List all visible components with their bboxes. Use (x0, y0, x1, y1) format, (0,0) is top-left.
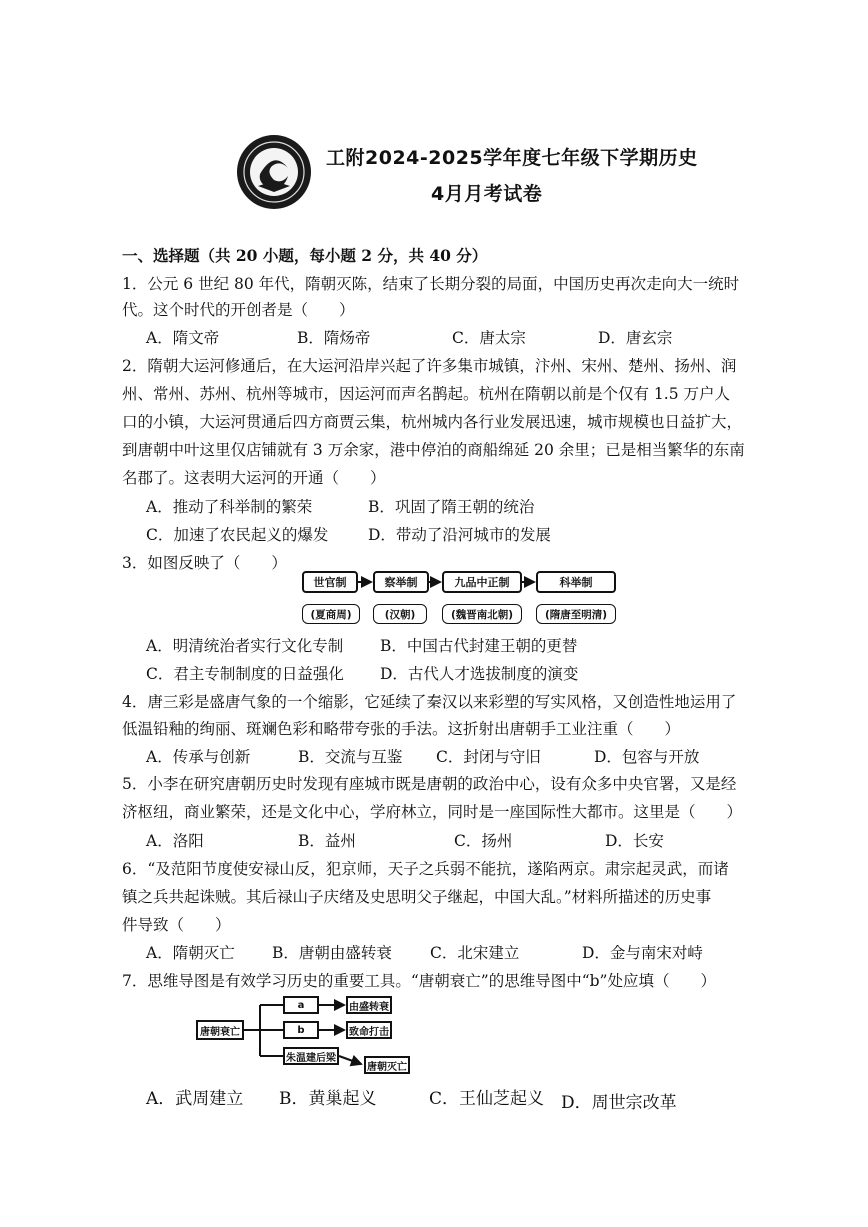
flow-period: (隋唐至明清) (536, 604, 616, 624)
q1-option-a[interactable]: A．隋文帝 (146, 329, 220, 347)
flow-step: 察举制 (373, 571, 429, 593)
mindmap-branch-a: a (283, 996, 319, 1014)
q1-line: 1．公元 6 世纪 80 年代，隋朝灭陈，结束了长期分裂的局面，中国历史再次走向大一统时 (122, 275, 740, 293)
flow-step: 九品中正制 (442, 571, 522, 593)
q6-option-d[interactable]: D．金与南宋对峙 (582, 944, 703, 962)
mindmap-branch-c: 朱温建后梁 (283, 1047, 339, 1065)
q2-line: 2．隋朝大运河修通后，在大运河沿岸兴起了许多集市城镇，汴州、宋州、楚州、扬州、润 (122, 357, 737, 375)
q7-option-b[interactable]: B．黄巢起义 (279, 1089, 377, 1109)
q3-option-c[interactable]: C．君主专制制度的日益强化 (146, 665, 344, 683)
q4-option-a[interactable]: A．传承与创新 (146, 748, 251, 766)
section-heading: 一、选择题（共 20 小题，每小题 2 分，共 40 分） (122, 246, 488, 265)
q7-line: 7．思维导图是有效学习历史的重要工具。“唐朝衰亡”的思维导图中“b”处应填（ ） (122, 972, 716, 990)
q6-option-b[interactable]: B．唐朝由盛转衰 (272, 944, 392, 962)
flow-period: (魏晋南北朝) (442, 604, 522, 624)
q2-line: 口的小镇，大运河贯通后四方商贾云集，杭州城内各行业发展迅速，城市规模也日益扩大， (122, 413, 743, 431)
q6-line: 镇之兵共起诛贼。其后禄山子庆绪及史思明父子继起，中国大乱。”材料所描述的历史事 (122, 888, 712, 906)
q6-line: 件导致（ ） (122, 916, 231, 934)
q1-line: 代。这个时代的开创者是（ ） (122, 301, 355, 319)
q7-option-a[interactable]: A．武周建立 (146, 1089, 244, 1109)
q4-option-c[interactable]: C．封闭与守旧 (436, 748, 541, 766)
mindmap-root: 唐朝衰亡 (196, 1020, 244, 1040)
q4-line: 4．唐三彩是盛唐气象的一个缩影，它延续了秦汉以来彩塑的写实风格，又创造性地运用了 (122, 693, 737, 711)
mindmap-result: 致命打击 (346, 1021, 392, 1039)
q5-option-d[interactable]: D．长安 (605, 832, 664, 850)
mindmap-branch-b: b (283, 1021, 319, 1039)
q7-option-c[interactable]: C．王仙芝起义 (429, 1089, 545, 1109)
exam-subtitle: 4月月考试卷 (431, 183, 543, 205)
q6-option-c[interactable]: C．北宋建立 (430, 944, 520, 962)
mindmap-result: 由盛转衰 (346, 996, 392, 1014)
q3-option-d[interactable]: D．古代人才选拔制度的演变 (380, 665, 579, 683)
flow-period: (汉朝) (373, 604, 427, 624)
q2-option-a[interactable]: A．推动了科举制的繁荣 (146, 498, 313, 516)
q2-option-c[interactable]: C．加速了农民起义的爆发 (146, 526, 329, 544)
q5-option-a[interactable]: A．洛阳 (146, 832, 204, 850)
q1-option-d[interactable]: D．唐玄宗 (598, 329, 673, 347)
mindmap-result: 唐朝灭亡 (364, 1056, 410, 1074)
q4-option-b[interactable]: B．交流与互鉴 (298, 748, 403, 766)
q3-line: 3．如图反映了（ ） (122, 554, 287, 572)
q2-option-d[interactable]: D．带动了沿河城市的发展 (368, 526, 551, 544)
q5-line: 济枢纽，商业繁荣，还是文化中心，学府林立，同时是一座国际性大都市。这里是（ ） (122, 803, 743, 821)
q5-line: 5．小李在研究唐朝历史时发现有座城市既是唐朝的政治中心，设有众多中央官署，又是经 (122, 775, 737, 793)
q2-line: 州、常州、苏州、杭州等城市，因运河而声名鹊起。杭州在隋朝以前是个仅有 1.5 万户人 (122, 385, 731, 403)
q1-option-c[interactable]: C．唐太宗 (452, 329, 526, 347)
exam-title: 工附2024-2025学年度七年级下学期历史 (326, 147, 698, 169)
q6-option-a[interactable]: A．隋朝灭亡 (146, 944, 235, 962)
q6-line: 6．“及范阳节度使安禄山反，犯京师，天子之兵弱不能抗，遂陷两京。肃宗起灵武，而诸 (122, 860, 729, 878)
flow-step: 世官制 (302, 571, 358, 593)
q5-option-b[interactable]: B．益州 (298, 832, 356, 850)
q2-line: 名郡了。这表明大运河的开通（ ） (122, 469, 386, 487)
q2-option-b[interactable]: B．巩固了隋王朝的统治 (368, 498, 535, 516)
q3-option-a[interactable]: A．明清统治者实行文化专制 (146, 637, 344, 655)
q1-option-b[interactable]: B．隋炀帝 (297, 329, 371, 347)
q3-option-b[interactable]: B．中国古代封建王朝的更替 (380, 637, 578, 655)
flow-period: (夏商周) (302, 604, 360, 624)
q7-option-d[interactable]: D．周世宗改革 (561, 1093, 677, 1113)
q4-line: 低温铅釉的绚丽、斑斓色彩和略带夸张的手法。这折射出唐朝手工业注重（ ） (122, 720, 681, 738)
q5-option-c[interactable]: C．扬州 (454, 832, 513, 850)
flow-step: 科举制 (536, 571, 616, 593)
q2-line: 到唐朝中叶这里仅店铺就有 3 万余家，港中停泊的商船绵延 20 余里；已是相当繁华的东南 (122, 441, 745, 459)
q4-option-d[interactable]: D．包容与开放 (594, 748, 700, 766)
